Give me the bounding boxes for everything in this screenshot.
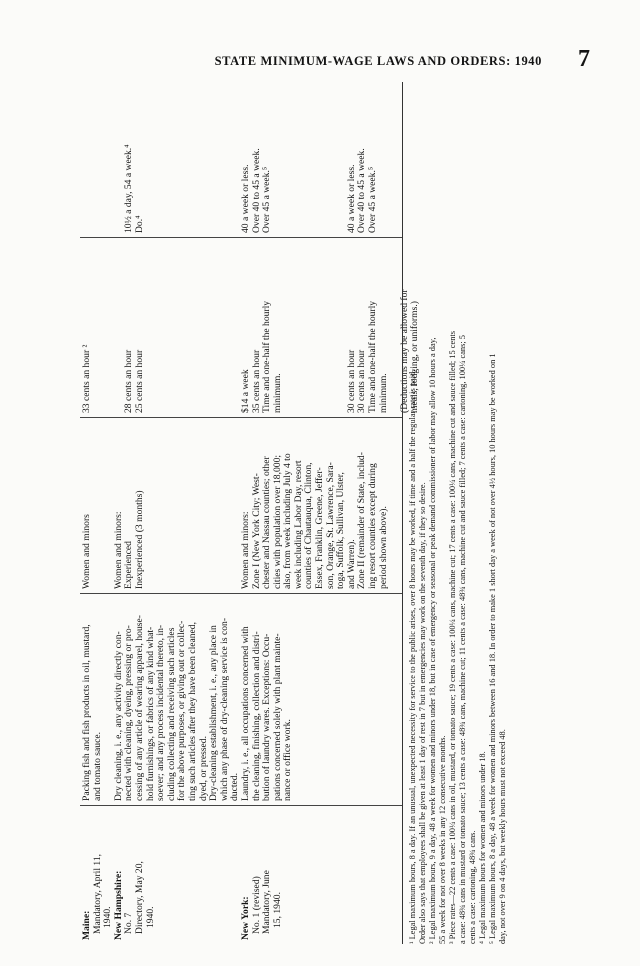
industry-line: pations concerned solely with plant mainte- xyxy=(271,633,283,801)
order-line xyxy=(188,810,199,940)
hours-line xyxy=(294,85,305,233)
footnote-line: ² Legal maximum hours, 9 a day, 48 a week for women and minors under 18, but in case of emergency or seasonal or peak demand commissioner of labor may allow 10 hours a day, xyxy=(428,337,437,944)
rate-line xyxy=(315,241,326,413)
hours-line xyxy=(82,85,93,233)
occupation-line xyxy=(167,421,178,589)
footnote-line: ¹ Legal maximum hours, 8 a day. If an unusual, unexpected necessity for service to the public arises, over 8 hours may be worked, if time and a half the regular rate is paid. xyxy=(408,369,417,944)
order-line: Mandatory, April 11, xyxy=(91,853,103,934)
order-line: 1940. xyxy=(102,906,114,928)
order-line: No. 7 xyxy=(123,912,135,934)
page-number: 7 xyxy=(578,46,590,72)
hours-line xyxy=(220,85,231,233)
industry-line: and tomato sauce. xyxy=(91,732,103,801)
footnote-line: ⁵ Legal maximum hours, 8 a day, 48 a week for women and minors between 16 and 18. In order to make 1 short day a week of not over 4½ hours, 10 hours may be worked on 1 xyxy=(488,353,497,944)
industry-line: hold furnishings, or fabrics of any kind what- xyxy=(144,626,156,801)
rate-column xyxy=(80,237,421,418)
order-line xyxy=(156,810,167,940)
occupation-line: Women and minors xyxy=(81,514,92,589)
order-line xyxy=(167,810,178,940)
occupation-line: toga, Suffolk, Sullivan, Ulster, xyxy=(335,472,347,589)
rate-line xyxy=(146,241,157,413)
occupation-line: cities with population over 18,000; xyxy=(271,454,283,589)
hours-line: 40 a week or less. xyxy=(345,164,357,233)
industry-line: dyed, or pressed. xyxy=(197,735,209,801)
order-line: 15, 1940. xyxy=(271,892,283,928)
hours-line xyxy=(315,85,326,233)
hours-line xyxy=(156,85,167,233)
rate-line xyxy=(304,241,315,413)
occupation-line xyxy=(199,421,210,589)
industry-cell xyxy=(82,597,294,801)
rate-line xyxy=(103,241,114,413)
rate-line xyxy=(199,241,210,413)
order-line: No. 1 (revised) xyxy=(250,876,262,934)
footnote-line: 55 a week for not over 8 weeks in any 12 consecutive months. xyxy=(438,735,447,944)
industry-line: Packing fish and fish products in oil, mustard, xyxy=(81,624,92,801)
occupation-line: Inexperienced (3 months) xyxy=(133,490,145,589)
hours-line: Do.⁴ xyxy=(133,215,145,233)
industry-line: Dry cleaning, i. e., any activity directly con- xyxy=(112,631,124,801)
order-line xyxy=(199,810,210,940)
occupation-line xyxy=(209,421,220,589)
footnote-line: day, not over 9 on 4 days, but weekly hours must not exceed 48. xyxy=(498,729,507,944)
occupation-cell xyxy=(82,421,389,589)
order-cell xyxy=(82,810,283,940)
rate-line: 25 cents an hour xyxy=(133,349,145,413)
industry-line: soever; and any process incidental thereto, in- xyxy=(155,624,167,801)
occupation-line: Essex, Franklin, Greene, Jeffer- xyxy=(314,467,326,589)
footnote-line: ³ Piece rates—22 cents a case: 100¼ cans in oil, mustard, or tomato sauce; 19 cents a case: 100¼ cans, machine cut; 17 cents a case: 100¼ cans, machine cut and sauce filled; 15 cents xyxy=(448,331,457,944)
order-line: Maine: xyxy=(81,910,92,940)
rate-line xyxy=(167,241,178,413)
rate-line xyxy=(93,241,104,413)
hours-line xyxy=(326,85,337,233)
hours-line xyxy=(103,85,114,233)
rate-line: Time and one-half the hourly xyxy=(367,300,379,413)
hours-line xyxy=(177,85,188,233)
industry-line: bution of laundry wares. Exceptions: Occu- xyxy=(261,633,273,801)
industry-line: Dry-cleaning establishment, i. e., any place in xyxy=(208,625,220,801)
hours-line: Over 45 a week.⁵ xyxy=(261,166,273,233)
hours-line: Over 40 to 45 a week. xyxy=(250,148,262,233)
page-header xyxy=(0,46,640,76)
occupation-column xyxy=(80,417,402,594)
occupation-line: Women and minors: xyxy=(239,511,251,589)
order-line xyxy=(209,810,220,940)
table-bottom-rule xyxy=(402,82,403,944)
hours-line xyxy=(146,85,157,233)
rate-line xyxy=(156,241,167,413)
rate-line: 30 cents an hour xyxy=(345,349,357,413)
rate-line xyxy=(220,241,231,413)
rate-line xyxy=(294,241,305,413)
industry-line: ducted. xyxy=(229,773,241,801)
order-line: Mandatory, June xyxy=(261,870,273,934)
industry-line: cessing of any article of wearing apparel, house- xyxy=(133,615,145,801)
hours-line xyxy=(167,85,178,233)
footnote-line: Order also says that employees shall be given at least 1 day of rest in 7 but in emergencies may work on the seventh day, if they so desire. xyxy=(418,482,427,944)
industry-line: cluding collecting and receiving such articles xyxy=(165,627,177,801)
industry-line: Laundry, i. e., all occupations concerned with xyxy=(239,626,251,801)
order-line: Directory, May 20, xyxy=(133,861,145,934)
rate-line: meals, lodging, or uniforms.) xyxy=(409,301,421,413)
industry-line: nance or office work. xyxy=(282,719,294,801)
rate-line: 28 cents an hour xyxy=(123,349,135,413)
occupation-line: also, from week including July 4 to xyxy=(282,453,294,589)
rate-line: (Deductions may be allowed for xyxy=(398,289,410,413)
occupation-line: period shown above). xyxy=(377,506,389,589)
occupation-line xyxy=(220,421,231,589)
occupation-line: Women and minors: xyxy=(112,511,124,589)
hours-line: 10½ a day, 54 a week.⁴ xyxy=(123,144,135,233)
rate-line: 33 cents an hour ² xyxy=(81,344,92,413)
order-line: 1940. xyxy=(144,906,156,928)
occupation-line: and Warren). xyxy=(345,539,357,589)
rate-line xyxy=(177,241,188,413)
occupation-line xyxy=(93,421,104,589)
hours-line xyxy=(304,85,315,233)
occupation-line: Zone I (New York City; West- xyxy=(250,473,262,589)
order-line xyxy=(220,810,231,940)
occupation-line xyxy=(188,421,199,589)
occupation-line: Zone II (remainder of State, includ- xyxy=(356,452,368,589)
footnotes xyxy=(408,82,508,944)
rate-line xyxy=(326,241,337,413)
rate-line xyxy=(188,241,199,413)
hours-line xyxy=(209,85,220,233)
hours-column xyxy=(80,81,402,238)
rate-line: 30 cents an hour xyxy=(356,349,368,413)
running-title: STATE MINIMUM-WAGE LAWS AND ORDERS: 1940 xyxy=(214,54,542,68)
rate-cell xyxy=(82,241,421,413)
order-line: New Hampshire: xyxy=(112,870,124,940)
occupation-line: Experienced xyxy=(123,541,135,589)
footnote-line: a case: 48¾ cans in mustard or tomato sauce; 13 cents a case: 48¾ cans, machine cut; 11 cents a case: 48¾ cans, machine cut and sauce filled; 7 cents a case: cartoning, 100¼ cans; 5 xyxy=(458,335,467,944)
footnote-line: cents a case: cartoning, 48¾ cans. xyxy=(468,830,477,944)
rotated-table xyxy=(80,82,520,944)
rate-line: minimum. xyxy=(377,373,389,413)
hours-line xyxy=(283,85,294,233)
occupation-line: ing resort counties except during xyxy=(367,463,379,589)
occupation-line: son, Orange, St. Lawrence, Sara- xyxy=(324,462,336,589)
rate-line: 35 cents an hour xyxy=(250,349,262,413)
occupation-line xyxy=(146,421,157,589)
hours-line xyxy=(93,85,104,233)
hours-line: 40 a week or less. xyxy=(239,164,251,233)
rate-line: $14 a week xyxy=(239,369,251,413)
occupation-line: chester and Nassau counties; other xyxy=(261,456,273,589)
hours-line: Over 45 a week.⁵ xyxy=(367,166,379,233)
hours-line xyxy=(199,85,210,233)
industry-line: ting such articles after they have been cleaned, xyxy=(186,622,198,801)
occupation-line: counties of Chautauqua, Clinton, xyxy=(303,462,315,589)
rate-line: Time and one-half the hourly xyxy=(261,300,273,413)
footnote-line: ⁴ Legal maximum hours for women and minors under 18. xyxy=(478,751,487,944)
industry-line: for the above purposes, or giving out or collec- xyxy=(176,620,188,801)
rate-line: minimum. xyxy=(271,373,283,413)
order-column xyxy=(80,806,402,944)
occupation-line xyxy=(177,421,188,589)
rate-line xyxy=(209,241,220,413)
industry-line: nected with cleaning, dyeing, pressing or pro- xyxy=(123,625,135,801)
rate-line xyxy=(283,241,294,413)
hours-line xyxy=(273,85,284,233)
order-line: New York: xyxy=(239,896,251,940)
industry-column xyxy=(80,593,402,806)
industry-line: which any phase of dry-cleaning service is con- xyxy=(218,617,230,801)
industry-line: the cleaning, finishing, collection and distri- xyxy=(250,631,262,801)
occupation-line xyxy=(156,421,167,589)
occupation-line: week including Labor Day, resort xyxy=(292,460,304,589)
hours-line: Over 40 to 45 a week. xyxy=(356,148,368,233)
hours-line xyxy=(188,85,199,233)
hours-cell xyxy=(82,85,379,233)
order-line xyxy=(177,810,188,940)
